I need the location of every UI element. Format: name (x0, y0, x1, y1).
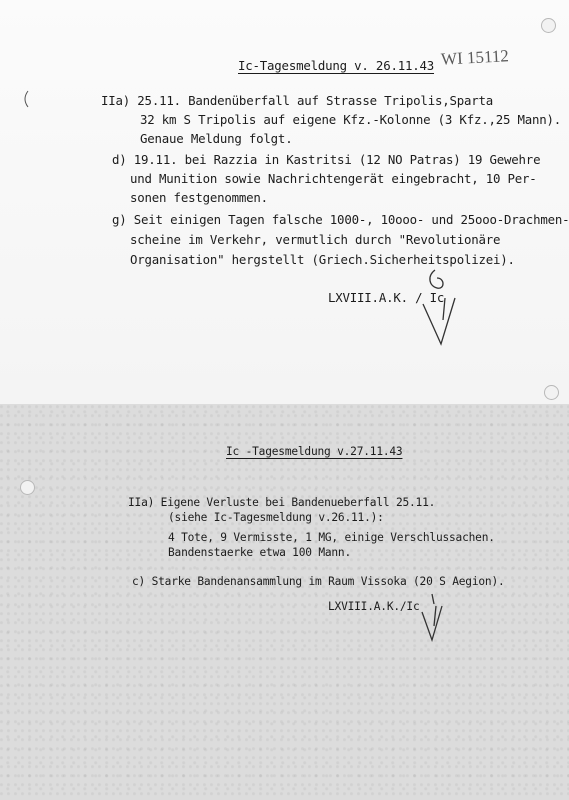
punch-hole (541, 18, 556, 33)
report-line: Organisation" hergstellt (Griech.Sicherheitspolizei). (130, 252, 515, 267)
report-line: g) Seit einigen Tagen falsche 1000-, 10ooo- und 25ooo-Drachmen- (112, 212, 569, 227)
telex-sheet-bottom (0, 404, 569, 800)
report-line: IIa) 25.11. Bandenüberfall auf Strasse Tripolis,Sparta (101, 93, 494, 108)
report-line: Genaue Meldung folgt. (140, 131, 293, 146)
bracket-mark (22, 90, 30, 108)
report-line: scheine im Verkehr, vermutlich durch "Revolutionäre (130, 232, 501, 247)
sender-signature: LXVIII.A.K. / Ic (328, 290, 445, 305)
archive-stamp: WI 15112 (440, 46, 510, 69)
report-line: d) 19.11. bei Razzia in Kastritsi (12 NO Patras) 19 Gewehre (112, 152, 541, 167)
report-line: Bandenstaerke etwa 100 Mann. (168, 546, 351, 559)
sender-signature: LXVIII.A.K./Ic (328, 600, 420, 613)
report-line: c) Starke Bandenansammlung im Raum Vissoka (20 S Aegion). (132, 575, 505, 588)
report-line: IIa) Eigene Verluste bei Bandenueberfall 25.11. (128, 496, 436, 509)
report-line: 32 km S Tripolis auf eigene Kfz.-Kolonne (3 Kfz.,25 Mann). (140, 112, 562, 127)
report-line: 4 Tote, 9 Vermisste, 1 MG, einige Verschlussachen. (168, 531, 495, 544)
handwritten-initials (412, 592, 452, 644)
report-line: und Munition sowie Nachrichtengerät eingebracht, 10 Per- (130, 171, 537, 186)
report-line: (siehe Ic-Tagesmeldung v.26.11.): (168, 511, 384, 524)
punch-hole (544, 385, 559, 400)
report-title: Ic-Tagesmeldung v. 26.11.43 (238, 58, 435, 73)
punch-hole (20, 480, 35, 495)
report-title: Ic -Tagesmeldung v.27.11.43 (226, 445, 403, 458)
report-line: sonen festgenommen. (130, 190, 268, 205)
handwritten-initials (415, 268, 465, 348)
